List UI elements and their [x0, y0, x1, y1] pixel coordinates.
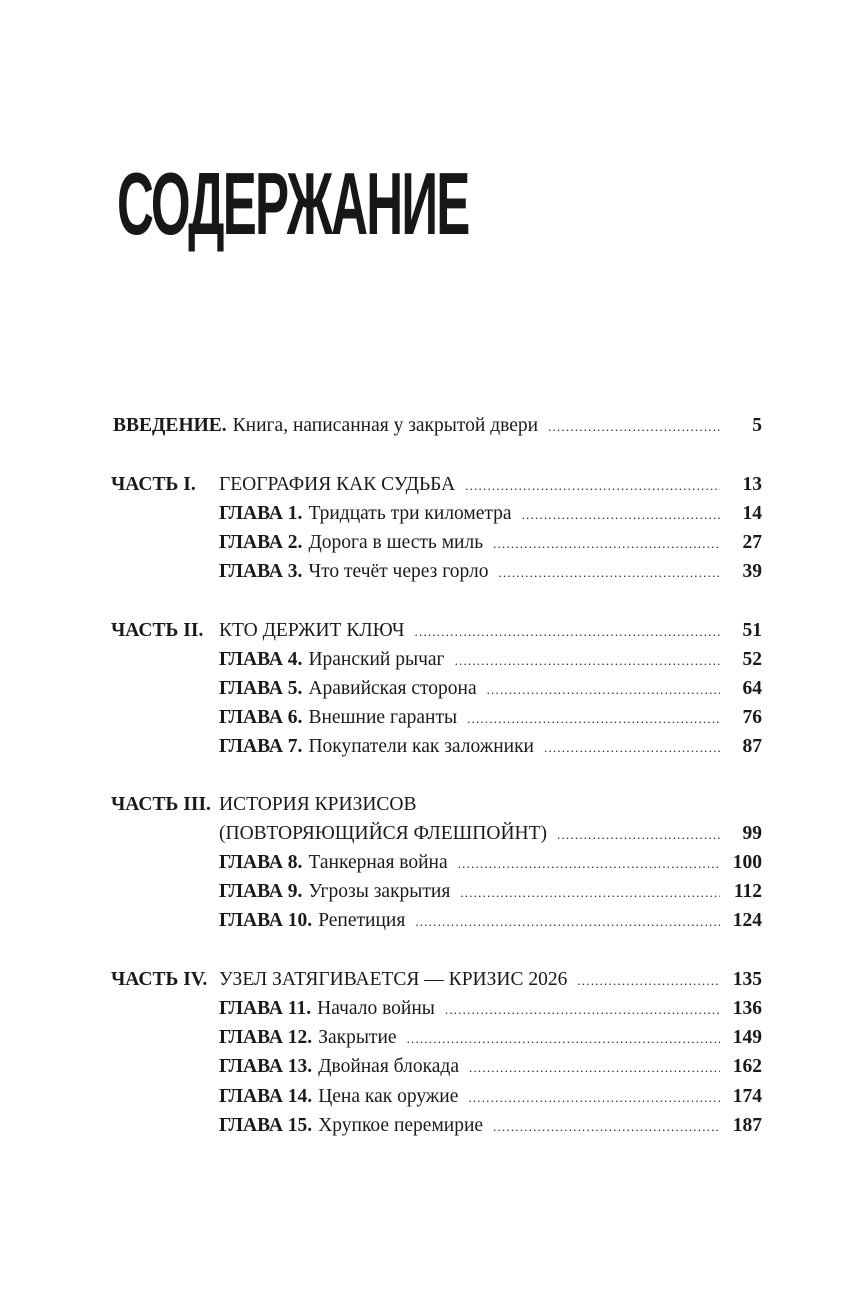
page-number: 100 — [732, 852, 762, 873]
toc-part-row[interactable] — [0, 616, 857, 645]
page-number: 162 — [732, 1056, 762, 1077]
leader-dots — [557, 820, 720, 849]
toc-entry — [219, 1052, 720, 1082]
toc-part-row[interactable] — [0, 470, 857, 499]
chapter-title: Дорога в шесть миль — [308, 532, 484, 553]
page-number: 39 — [742, 561, 762, 582]
chapter-title: Хрупкое перемирие — [318, 1115, 484, 1136]
chapter-title: Внешние гаранты — [308, 707, 458, 728]
toc-entry — [219, 877, 720, 907]
toc-entry — [219, 616, 720, 646]
part-title: ГЕОГРАФИЯ КАК СУДЬБА — [219, 474, 456, 495]
chapter-title: Иранский рычаг — [308, 649, 445, 670]
leader-dots — [467, 704, 720, 733]
leader-dots — [577, 966, 720, 995]
toc-entry — [219, 732, 720, 762]
part-label: ЧАСТЬ II. — [111, 620, 204, 641]
page-number: 99 — [742, 823, 762, 844]
toc-entry — [219, 790, 720, 819]
page-number: 112 — [733, 881, 762, 902]
leader-dots — [468, 1083, 720, 1112]
toc-chapter-row[interactable] — [0, 877, 857, 906]
toc-chapter-row[interactable] — [0, 994, 857, 1023]
chapter-label: ГЛАВА 15. — [219, 1115, 313, 1136]
chapter-label: ГЛАВА 8. — [219, 852, 303, 873]
page-number: 187 — [732, 1115, 762, 1136]
part-label: ЧАСТЬ IV. — [111, 969, 208, 990]
page-number: 27 — [742, 532, 762, 553]
chapter-label: ГЛАВА 5. — [219, 678, 303, 699]
leader-dots — [407, 1024, 720, 1053]
page-number: 5 — [752, 415, 762, 436]
leader-dots — [493, 529, 720, 558]
chapter-label: ГЛАВА 1. — [219, 503, 303, 524]
chapter-title: Что течёт через горло — [308, 561, 489, 582]
chapter-title: Угрозы закрытия — [308, 881, 451, 902]
toc-part-row-continued[interactable] — [0, 819, 857, 848]
toc-entry — [219, 848, 720, 878]
chapter-label: ГЛАВА 6. — [219, 707, 303, 728]
part-title: КТО ДЕРЖИТ КЛЮЧ — [219, 620, 405, 641]
leader-dots — [458, 849, 720, 878]
page-number: 87 — [742, 736, 762, 757]
chapter-label: ГЛАВА 2. — [219, 532, 303, 553]
chapter-label: ГЛАВА 13. — [219, 1056, 313, 1077]
toc-chapter-row[interactable] — [0, 499, 857, 528]
toc-entry — [219, 965, 720, 995]
page-title: СОДЕРЖАНИЕ — [117, 154, 469, 253]
leader-dots — [465, 471, 720, 500]
chapter-label: ГЛАВА 3. — [219, 561, 303, 582]
toc-part-row[interactable] — [0, 790, 857, 819]
page-number: 76 — [742, 707, 762, 728]
leader-dots — [487, 675, 720, 704]
toc-chapter-row[interactable] — [0, 557, 857, 586]
toc-intro-row[interactable] — [0, 411, 857, 440]
toc-chapter-row[interactable] — [0, 645, 857, 674]
toc-chapter-row[interactable] — [0, 1111, 857, 1140]
chapter-label: ГЛАВА 9. — [219, 881, 303, 902]
chapter-label: ГЛАВА 7. — [219, 736, 303, 757]
chapter-title: Цена как оружие — [318, 1086, 459, 1107]
leader-dots — [455, 646, 720, 675]
leader-dots — [415, 907, 720, 936]
page-number: 51 — [742, 620, 762, 641]
toc-part-row[interactable] — [0, 965, 857, 994]
toc-entry — [219, 819, 720, 849]
page-number: 52 — [742, 649, 762, 670]
toc-entry — [219, 1111, 720, 1141]
leader-dots — [415, 617, 720, 646]
toc-entry — [219, 1082, 720, 1112]
chapter-label: ГЛАВА 11. — [219, 998, 312, 1019]
chapter-label: ГЛАВА 12. — [219, 1027, 313, 1048]
part-title-line2: (ПОВТОРЯЮЩИЙСЯ ФЛЕШПОЙНТ) — [219, 823, 548, 844]
toc-entry — [219, 470, 720, 500]
toc-chapter-row[interactable] — [0, 703, 857, 732]
toc-chapter-row[interactable] — [0, 848, 857, 877]
toc-entry — [219, 906, 720, 936]
chapter-title: Покупатели как заложники — [308, 736, 534, 757]
toc-chapter-row[interactable] — [0, 528, 857, 557]
toc-chapter-row[interactable] — [0, 732, 857, 761]
chapter-title: Начало войны — [317, 998, 435, 1019]
chapter-title: Аравийская сторона — [308, 678, 477, 699]
toc-chapter-row[interactable] — [0, 1052, 857, 1081]
chapter-title: Тридцать три километра — [308, 503, 512, 524]
toc-entry — [219, 557, 720, 587]
part-label: ЧАСТЬ I. — [111, 474, 196, 495]
leader-dots — [460, 878, 720, 907]
chapter-label: ГЛАВА 4. — [219, 649, 303, 670]
toc-entry — [219, 499, 720, 529]
part-label: ЧАСТЬ III. — [111, 794, 211, 815]
intro-label: ВВЕДЕНИЕ. — [113, 415, 227, 436]
page-number: 174 — [732, 1086, 762, 1107]
chapter-title: Танкерная война — [308, 852, 448, 873]
chapter-label: ГЛАВА 14. — [219, 1086, 313, 1107]
leader-dots — [498, 558, 720, 587]
toc-entry — [219, 645, 720, 675]
leader-dots — [469, 1053, 720, 1082]
leader-dots — [522, 500, 720, 529]
toc-entry — [219, 674, 720, 704]
toc-entry — [219, 528, 720, 558]
page-number: 64 — [742, 678, 762, 699]
intro-title: Книга, написанная у закрытой двери — [232, 415, 539, 436]
toc-entry — [219, 994, 720, 1024]
page-number: 13 — [742, 474, 762, 495]
chapter-label: ГЛАВА 10. — [219, 910, 313, 931]
toc-chapter-row[interactable] — [0, 1082, 857, 1111]
part-title: УЗЕЛ ЗАТЯГИВАЕТСЯ — КРИЗИС 2026 — [219, 969, 568, 990]
leader-dots — [493, 1112, 720, 1141]
toc-entry — [219, 1023, 720, 1053]
leader-dots — [445, 995, 720, 1024]
toc-entry — [219, 703, 720, 733]
toc-chapter-row[interactable] — [0, 1023, 857, 1052]
part-title: ИСТОРИЯ КРИЗИСОВ — [219, 794, 417, 815]
toc-entry — [113, 411, 720, 441]
page-number: 124 — [732, 910, 762, 931]
toc-chapter-row[interactable] — [0, 674, 857, 703]
page-number: 136 — [732, 998, 762, 1019]
chapter-title: Двойная блокада — [318, 1056, 460, 1077]
page-number: 149 — [732, 1027, 762, 1048]
chapter-title: Репетиция — [318, 910, 406, 931]
leader-dots — [544, 733, 720, 762]
page-number: 14 — [742, 503, 762, 524]
leader-dots — [548, 412, 720, 441]
chapter-title: Закрытие — [318, 1027, 397, 1048]
toc-chapter-row[interactable] — [0, 906, 857, 935]
page-number: 135 — [732, 969, 762, 990]
